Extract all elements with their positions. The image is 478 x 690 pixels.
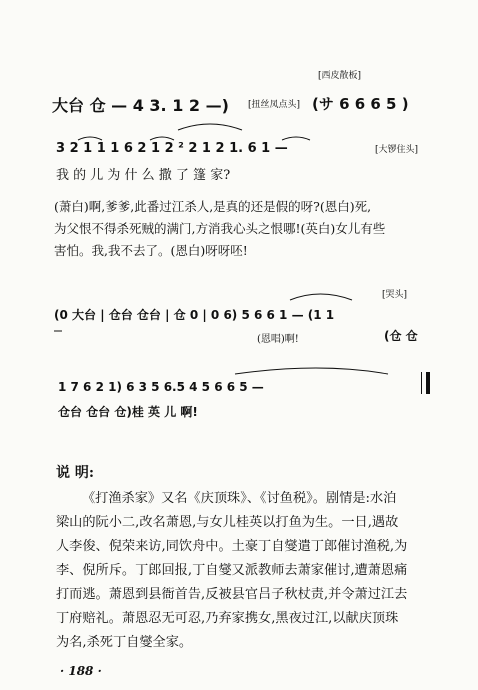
lyrics-line-2: 我 的 儿 为 什 么 撒 了 篷 家? [56, 168, 231, 183]
lyrics-line-3b: (仓 仓 [384, 329, 418, 343]
score-line-1b: (サ 6 6 6 5 ) [312, 95, 409, 113]
explanation-line: 打而逃。萧恩到县衙首告,反被县官吕子秋杖责,并令萧过江去 [56, 587, 408, 602]
explanation-line: 《打渔杀家》又名《庆顶珠》、《讨鱼税》。剧情是:水泊 [82, 491, 397, 506]
lyrics-line-4: 仓台 仓台 仓)桂 英 儿 啊! [58, 405, 198, 419]
page-number: · 188 · [60, 664, 102, 678]
explanation-line: 为名,杀死丁自燮全家。 [56, 635, 193, 650]
dialogue-line: 为父恨不得杀死贼的满门,方消我心头之恨哪!(英白)女儿有些 [54, 221, 386, 236]
slur-arc [150, 137, 174, 140]
score-line-3: (0 大台 | 仓台 仓台 | 仓 0 | 0 6) 5 6 6 1 — (1 1 [54, 308, 335, 322]
score-line-4: 1 7 6 2 1) 6 3 5 6.5 4 5 6 6 5 — [58, 380, 264, 394]
slur-arc [290, 294, 352, 300]
explanation-line: 人李俊、倪荣来访,同饮舟中。土豪丁自燮遣丁郎催讨渔税,为 [56, 539, 408, 554]
slur-arc [78, 137, 102, 140]
tag-daluo-zhutou: [大锣住头] [375, 145, 419, 155]
slur-arc [178, 124, 242, 130]
slur-arc [235, 368, 388, 374]
explanation-line: 梁山的阮小二,改名萧恩,与女儿桂英以打鱼为生。一日,遇故 [56, 515, 399, 530]
score-line-1: 大台 仓 — 4 3. 1 2 —) [52, 96, 229, 115]
explanation-line: 李、倪所斥。丁郎回报,丁自燮又派教师去萧家催讨,遭萧恩痛 [56, 563, 408, 578]
lyrics-line-3a: (恩唱)啊! [257, 334, 299, 345]
dialogue-line: 害怕。我,我不去了。(恩白)呀呀呸! [54, 243, 248, 258]
tag-xipi-sanban: [西皮散板] [318, 71, 362, 81]
dialogue-line: (萧白)啊,爹爹,此番过江杀人,是真的还是假的呀?(恩白)死, [54, 199, 372, 214]
tag-niusi-fengdiantou: [扭丝凤点头] [248, 100, 301, 110]
tag-kutou: [哭头] [382, 290, 408, 300]
slur-arc [282, 137, 310, 140]
explanation-title: 说 明: [56, 465, 95, 481]
explanation-line: 丁府赔礼。萧恩忍无可忍,乃弃家携女,黑夜过江,以献庆顶珠 [56, 611, 399, 626]
score-line-2: 3 2 1 1 1 6 2 1 2 ² 2 1 2 1. 6 1 — [56, 141, 288, 156]
